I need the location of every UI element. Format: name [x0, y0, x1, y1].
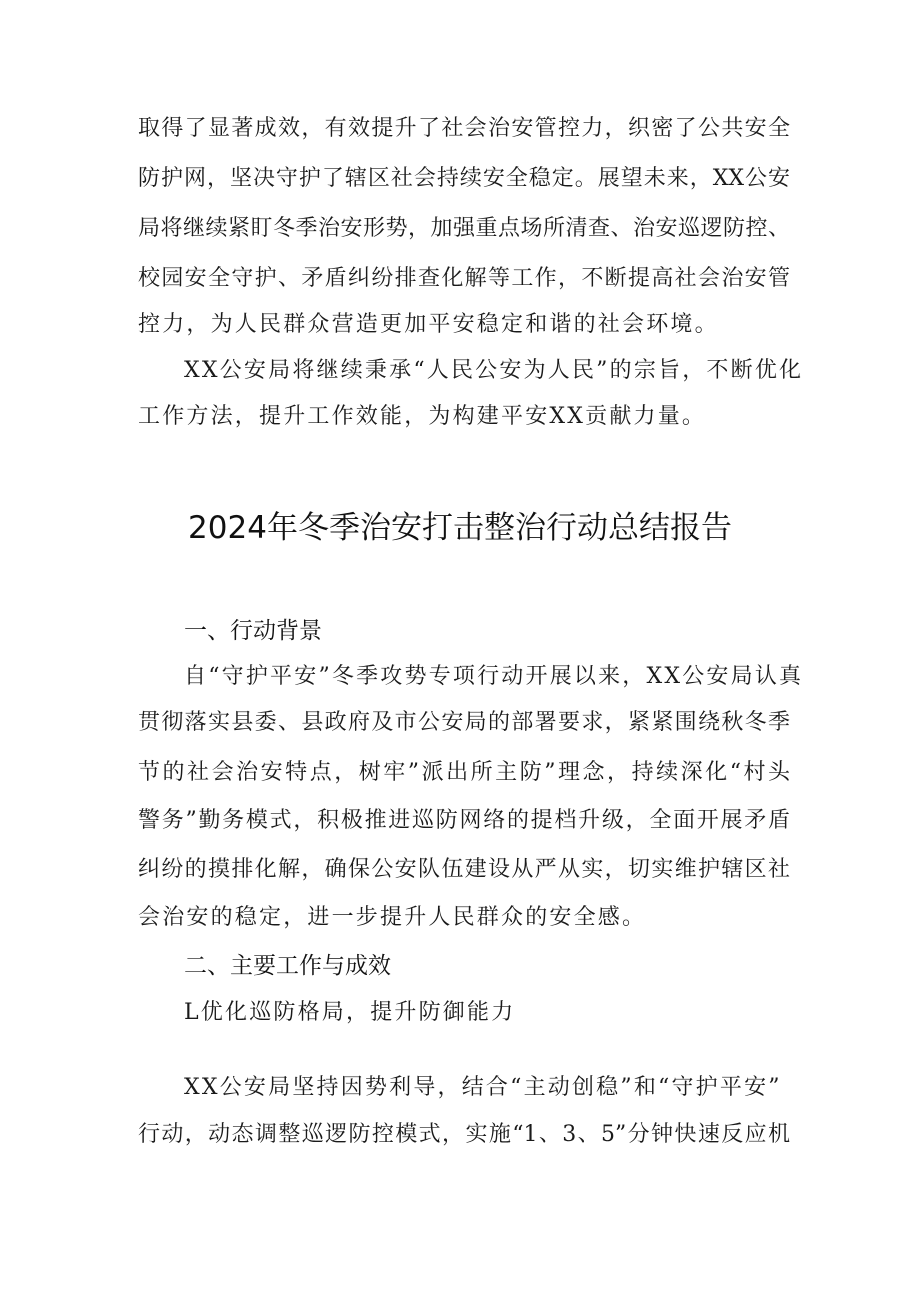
section-heading-background: 一、行动背景 — [184, 618, 322, 644]
paragraph-line: 纠纷的摸排化解，确保公安队伍建设从严从实，切实维护辖区社 — [138, 857, 790, 882]
paragraph-line: 防护网，坚决守护了辖区社会持续安全稳定。展望未来，XX公安 — [138, 166, 790, 191]
paragraph-line: 控力，为人民群众营造更加平安稳定和谐的社会环境。 — [138, 312, 719, 337]
paragraph-line: 校园安全守护、矛盾纠纷排查化解等工作，不断提高社会治安管 — [138, 266, 790, 291]
paragraph-line: 取得了显著成效，有效提升了社会治安管控力，织密了公共安全 — [138, 116, 790, 141]
paragraph-line: 会治安的稳定，进一步提升人民群众的安全感。 — [138, 905, 647, 930]
report-title: 2024年冬季治安打击整治行动总结报告 — [188, 510, 732, 546]
subsection-heading: L优化巡防格局，提升防御能力 — [184, 1000, 516, 1025]
paragraph-line: 贯彻落实县委、县政府及市公安局的部署要求，紧紧围绕秋冬季 — [138, 710, 790, 735]
paragraph-line: 局将继续紧盯冬季治安形势，加强重点场所清查、治安巡逻防控、 — [138, 216, 790, 241]
paragraph-line: 自“守护平安”冬季攻势专项行动开展以来，XX公安局认真 — [184, 664, 804, 689]
paragraph-line: XX公安局坚持因势利导，结合“主动创稳”和“守护平安” — [184, 1075, 782, 1100]
paragraph-line: 节的社会治安特点，树牢”派出所主防”理念，持续深化“村头 — [138, 760, 790, 785]
paragraph-line: XX公安局将继续秉承“人民公安为人民”的宗旨，不断优化 — [184, 358, 804, 383]
paragraph-line: 警务”勤务模式，积极推进巡防网络的提档升级，全面开展矛盾 — [138, 808, 790, 833]
paragraph-line: 行动，动态调整巡逻防控模式，实施“1、3、5”分钟快速反应机 — [138, 1122, 790, 1147]
section-heading-main-work: 二、主要工作与成效 — [184, 953, 391, 979]
paragraph-line: 工作方法，提升工作效能，为构建平安XX贡献力量。 — [138, 404, 707, 429]
